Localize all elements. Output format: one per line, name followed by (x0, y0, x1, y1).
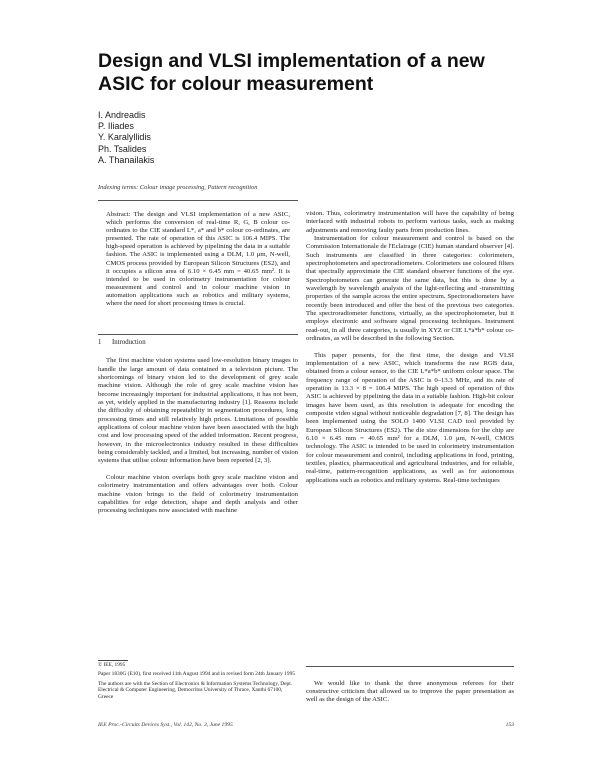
author-name: A. Thanailakis (98, 154, 155, 165)
journal-citation: IEE Proc.-Circuits Devices Syst., Vol. 142, No. 3, June 1995 (98, 722, 233, 728)
body-paragraph: Colour machine vision overlaps both grey scale machine vision and colorimetry instrumentation and offers advantages over both. Colour machine vision brings to the field of colorimetry instrumentation capabilities for edge detection, shape and depth analysis and other processing techniques now associated with machine (98, 473, 298, 515)
body-paragraph: This paper presents, for the first time, the design and VLSI implementation of a new ASIC, which transforms the raw RGB data, obtained from a colour sensor, to the CIE L*a*b* uniform colour space. The frequency range of operation of the ASIC is 0–13.3 MHz, and its rate of operation is 13.3 × 8 = 106.4 MIPS. The high speed of operation of this ASIC is achieved by pipelining the data in a suitable fashion. High-bit colour images have been used, as this resolution is adequate for encoding the composite video signal without noticeable degradation [7, 8]. The design has been implemented using the SOLO 1400 VLSI CAD tool provided by European Silicon Structures (ES2). The die size dimensions for the chip are 6.10 × 6.45 mm = 40.65 mm² for a DLM, 1.0 μm, N-well, CMOS technology. The ASIC is intended to be used in colorimetry instrumentation for colour measurement and control, including applications in food, printing, textiles, plastics, pharmaceutical and agricultural industries, and for reliable, real-time, pattern-recognition applications, as well as for autonomous applications such as robotics and military systems. Real-time techniques (306, 351, 514, 484)
abstract-box (98, 200, 298, 335)
author-name: Y. Karalyllidis (98, 132, 151, 143)
section-number: 1 (98, 339, 102, 346)
body-paragraph: The first machine vision systems used low-resolution binary images to handle the large amount of data contained in a television picture. The shortcomings of binary vision led to the development of grey scale machine vision. Although the role of grey scale machine vision has become increasingly important for industrial applications, it has not been, as yet, widely applied in the manufacturing industry [1]. Reasons include the difficulty of obtaining repeatability in segmentation procedures, long processing times and still relatively high prices. Limitations of possible applications of colour machine vision have been associated with the high cost and low processing speed of the added information. Recent progress, however, in the microelectronics industry resulted in these difficulties being considerably tackled, and a limited, but increasing, number of vision systems that utilise colour information have been reported [2, 3]. (98, 357, 299, 465)
section-title: Introduction (112, 339, 146, 346)
received-note: Paper 1830G (E10), first received 11th August 1994 and in revised form 24th January 1995 (98, 671, 295, 678)
affiliation-note: The authors are with the Section of Electronics & Information Systems Technology, Dept. Electrical & Computer Engineering, Democritus University of Thrace, Xanthi 67100, Greece (98, 680, 293, 700)
right-column (306, 210, 514, 485)
copyright-note: © IEE, 1995 (98, 662, 126, 668)
indexing-terms: Indexing terms: Colour image processing, Pattern recognition (98, 184, 258, 191)
acknowledgment: We would like to thank the three anonymous referees for their constructive criticism that allowed us to improve the paper presentation as well as the design of the ASIC. (306, 679, 514, 704)
page-footer (98, 722, 514, 728)
author-name: P. Iliades (98, 121, 134, 132)
left-column (98, 339, 298, 516)
author-name: Ph. Tsalides (98, 143, 147, 154)
body-paragraph: Instrumentation for colour measurement and control is based on the Commission Internationale de l'Eclairage (CIE) human standard observer [4]. Such instruments are classified in three categories: colorimeters, spectrophotometers and spectroradiometers. Colorimeters use coloured filters that spectrally approximate the CIE standard observer functions of the eye. Spectrophotometers can generate the same data, but this is done by a wavelength by wavelength analysis of the light-reflecting and -transmitting properties of the sample across the entire spectrum. Spectroradiometers have recently been introduced and offer the best of the previous two categories. The spectroradiometer functions, virtually, as the spectrophotometer, but it employs electronic and software signal processing techniques. Instrument read-out, in all three categories, is usually in XYZ or CIE L*a*b* colour co-ordinates, as will be described in the following Section. (306, 235, 514, 343)
page-number: 153 (505, 722, 514, 728)
author-list (98, 110, 298, 166)
abstract-text: Abstract: The design and VLSI implementation of a new ASIC, which performs the conversion of real-time R, G, B colour co-ordinates to the CIE standard L*, a* and b* colour co-ordinates, are presented. The rate of operation of this ASIC is 106.4 MIPS. The high-speed operation is achieved by pipelining the data in a suitable fashion. The ASIC is implemented using a DLM, 1.0 μm, N-well, CMOS process provided by European Silicon Structures (ES2), and it occupies a silicon area of 6.10 × 6.45 mm = 40.65 mm². It is intended to be used in colorimetry instrumentation for colour measurement and control and in colour machine vision in automation applications such as robotics and military systems, where the need for short processing times is crucial. (106, 211, 290, 308)
section-heading (98, 339, 298, 347)
footnotes (98, 662, 298, 700)
paper-title: Design and VLSI implementation of a new ASIC for colour measurement (98, 50, 485, 95)
acknowledgment-rule (306, 666, 514, 667)
body-paragraph: vision. Thus, colorimetry instrumentation will have the capability of being interfaced with industrial robots to perform various tasks, such as making adjustments and removing faulty parts from production lines. (306, 210, 514, 234)
author-name: I. Andreadis (98, 110, 146, 120)
footnote-rule (98, 660, 128, 661)
